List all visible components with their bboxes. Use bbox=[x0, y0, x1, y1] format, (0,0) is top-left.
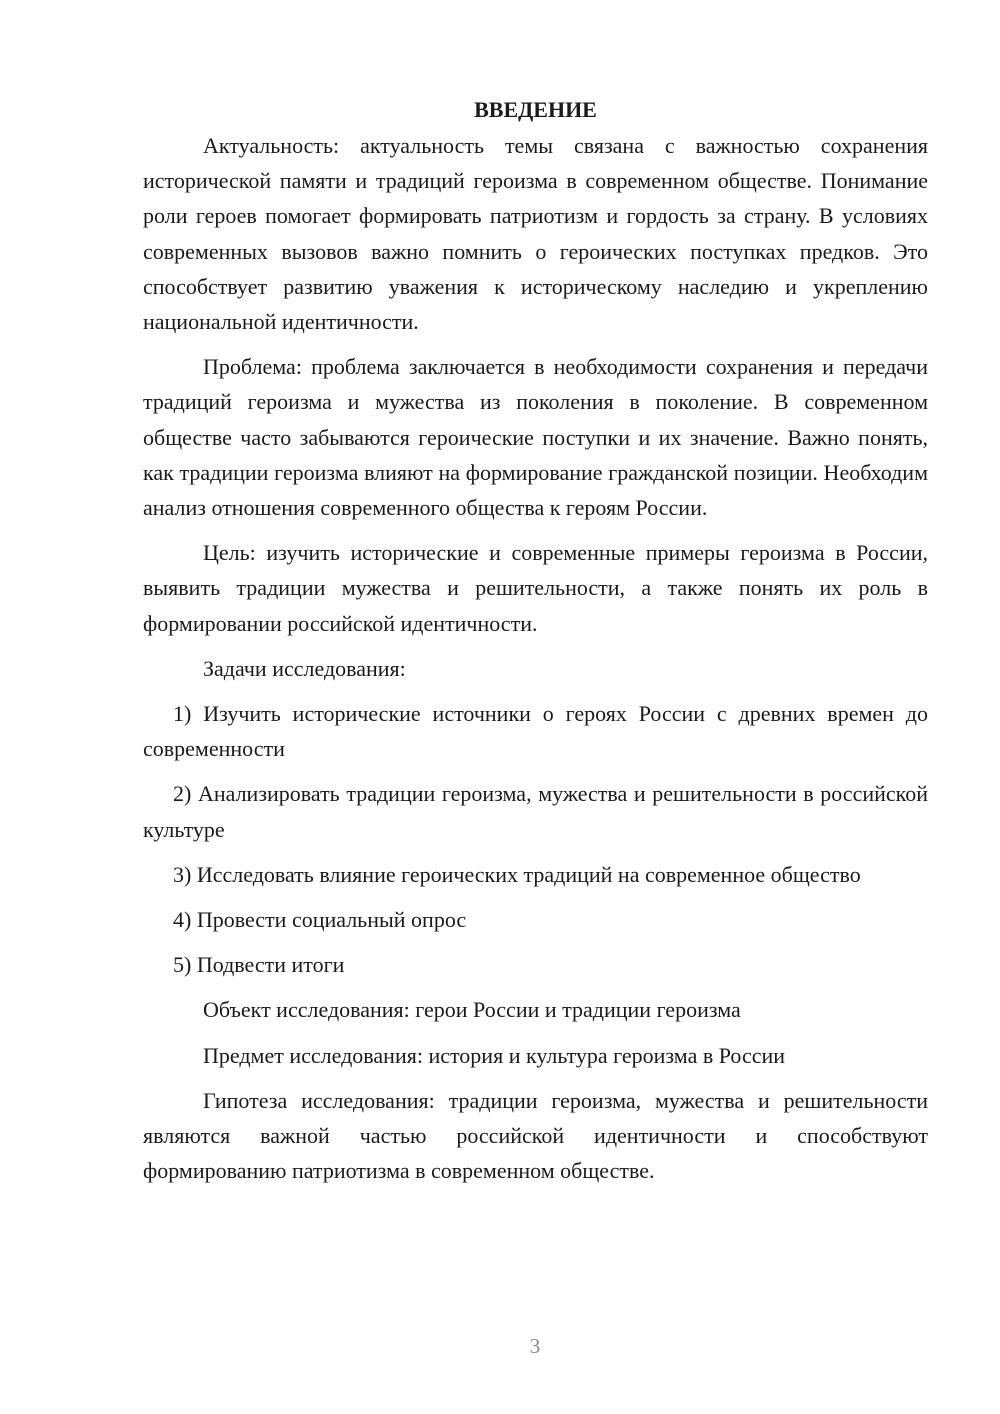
document-page bbox=[143, 92, 928, 1198]
tasks-list bbox=[143, 696, 928, 982]
list-item: 1) Изучить исторические источники о героях России с древних времен до современности bbox=[143, 701, 928, 762]
goal-paragraph: Цель: изучить исторические и современные примеры героизма в России, выявить традиции мужества и решительности, а также понять их роль в формировании российской идентичности. bbox=[143, 540, 928, 636]
section-title: ВВЕДЕНИЕ bbox=[474, 97, 597, 122]
hypothesis-paragraph: Гипотеза исследования: традиции героизма, мужества и решительности являются важной частью российской идентичности и способствуют формированию патриотизма в современном обществе. bbox=[143, 1087, 928, 1184]
subject-paragraph: Предмет исследования: история и культура героизма в России bbox=[203, 1042, 786, 1068]
relevance-paragraph: Актуальность: актуальность темы связана с важностью сохранения исторической памяти и традиций героизма в современном обществе. Понимание роли героев помогает формировать патриотизм и гордость за страну. В условиях современных вызовов важно помнить о героических поступках предков. Это способствует развитию уважения к историческому наследию и укреплению национальной идентичности. bbox=[143, 133, 928, 335]
page-number: 3 bbox=[529, 1334, 541, 1358]
list-item: 3) Исследовать влияние героических традиций на современное общество bbox=[173, 861, 861, 887]
tasks-heading: Задачи исследования: bbox=[203, 655, 406, 681]
list-item: 5) Подвести итоги bbox=[173, 952, 345, 978]
list-item: 4) Провести социальный опрос bbox=[173, 907, 467, 933]
problem-paragraph: Проблема: проблема заключается в необходимости сохранения и передачи традиций героизма и мужества из поколения в поколение. В современном обществе часто забываются героические поступки и их значение. Важно понять, как традиции героизма влияют на формирование гражданской позиции. Необходим анализ отношения современного общества к героям России. bbox=[143, 354, 928, 521]
object-paragraph: Объект исследования: герои России и традиции героизма bbox=[203, 997, 741, 1023]
list-item: 2) Анализировать традиции героизма, мужества и решительности в российской культуре bbox=[143, 781, 928, 842]
